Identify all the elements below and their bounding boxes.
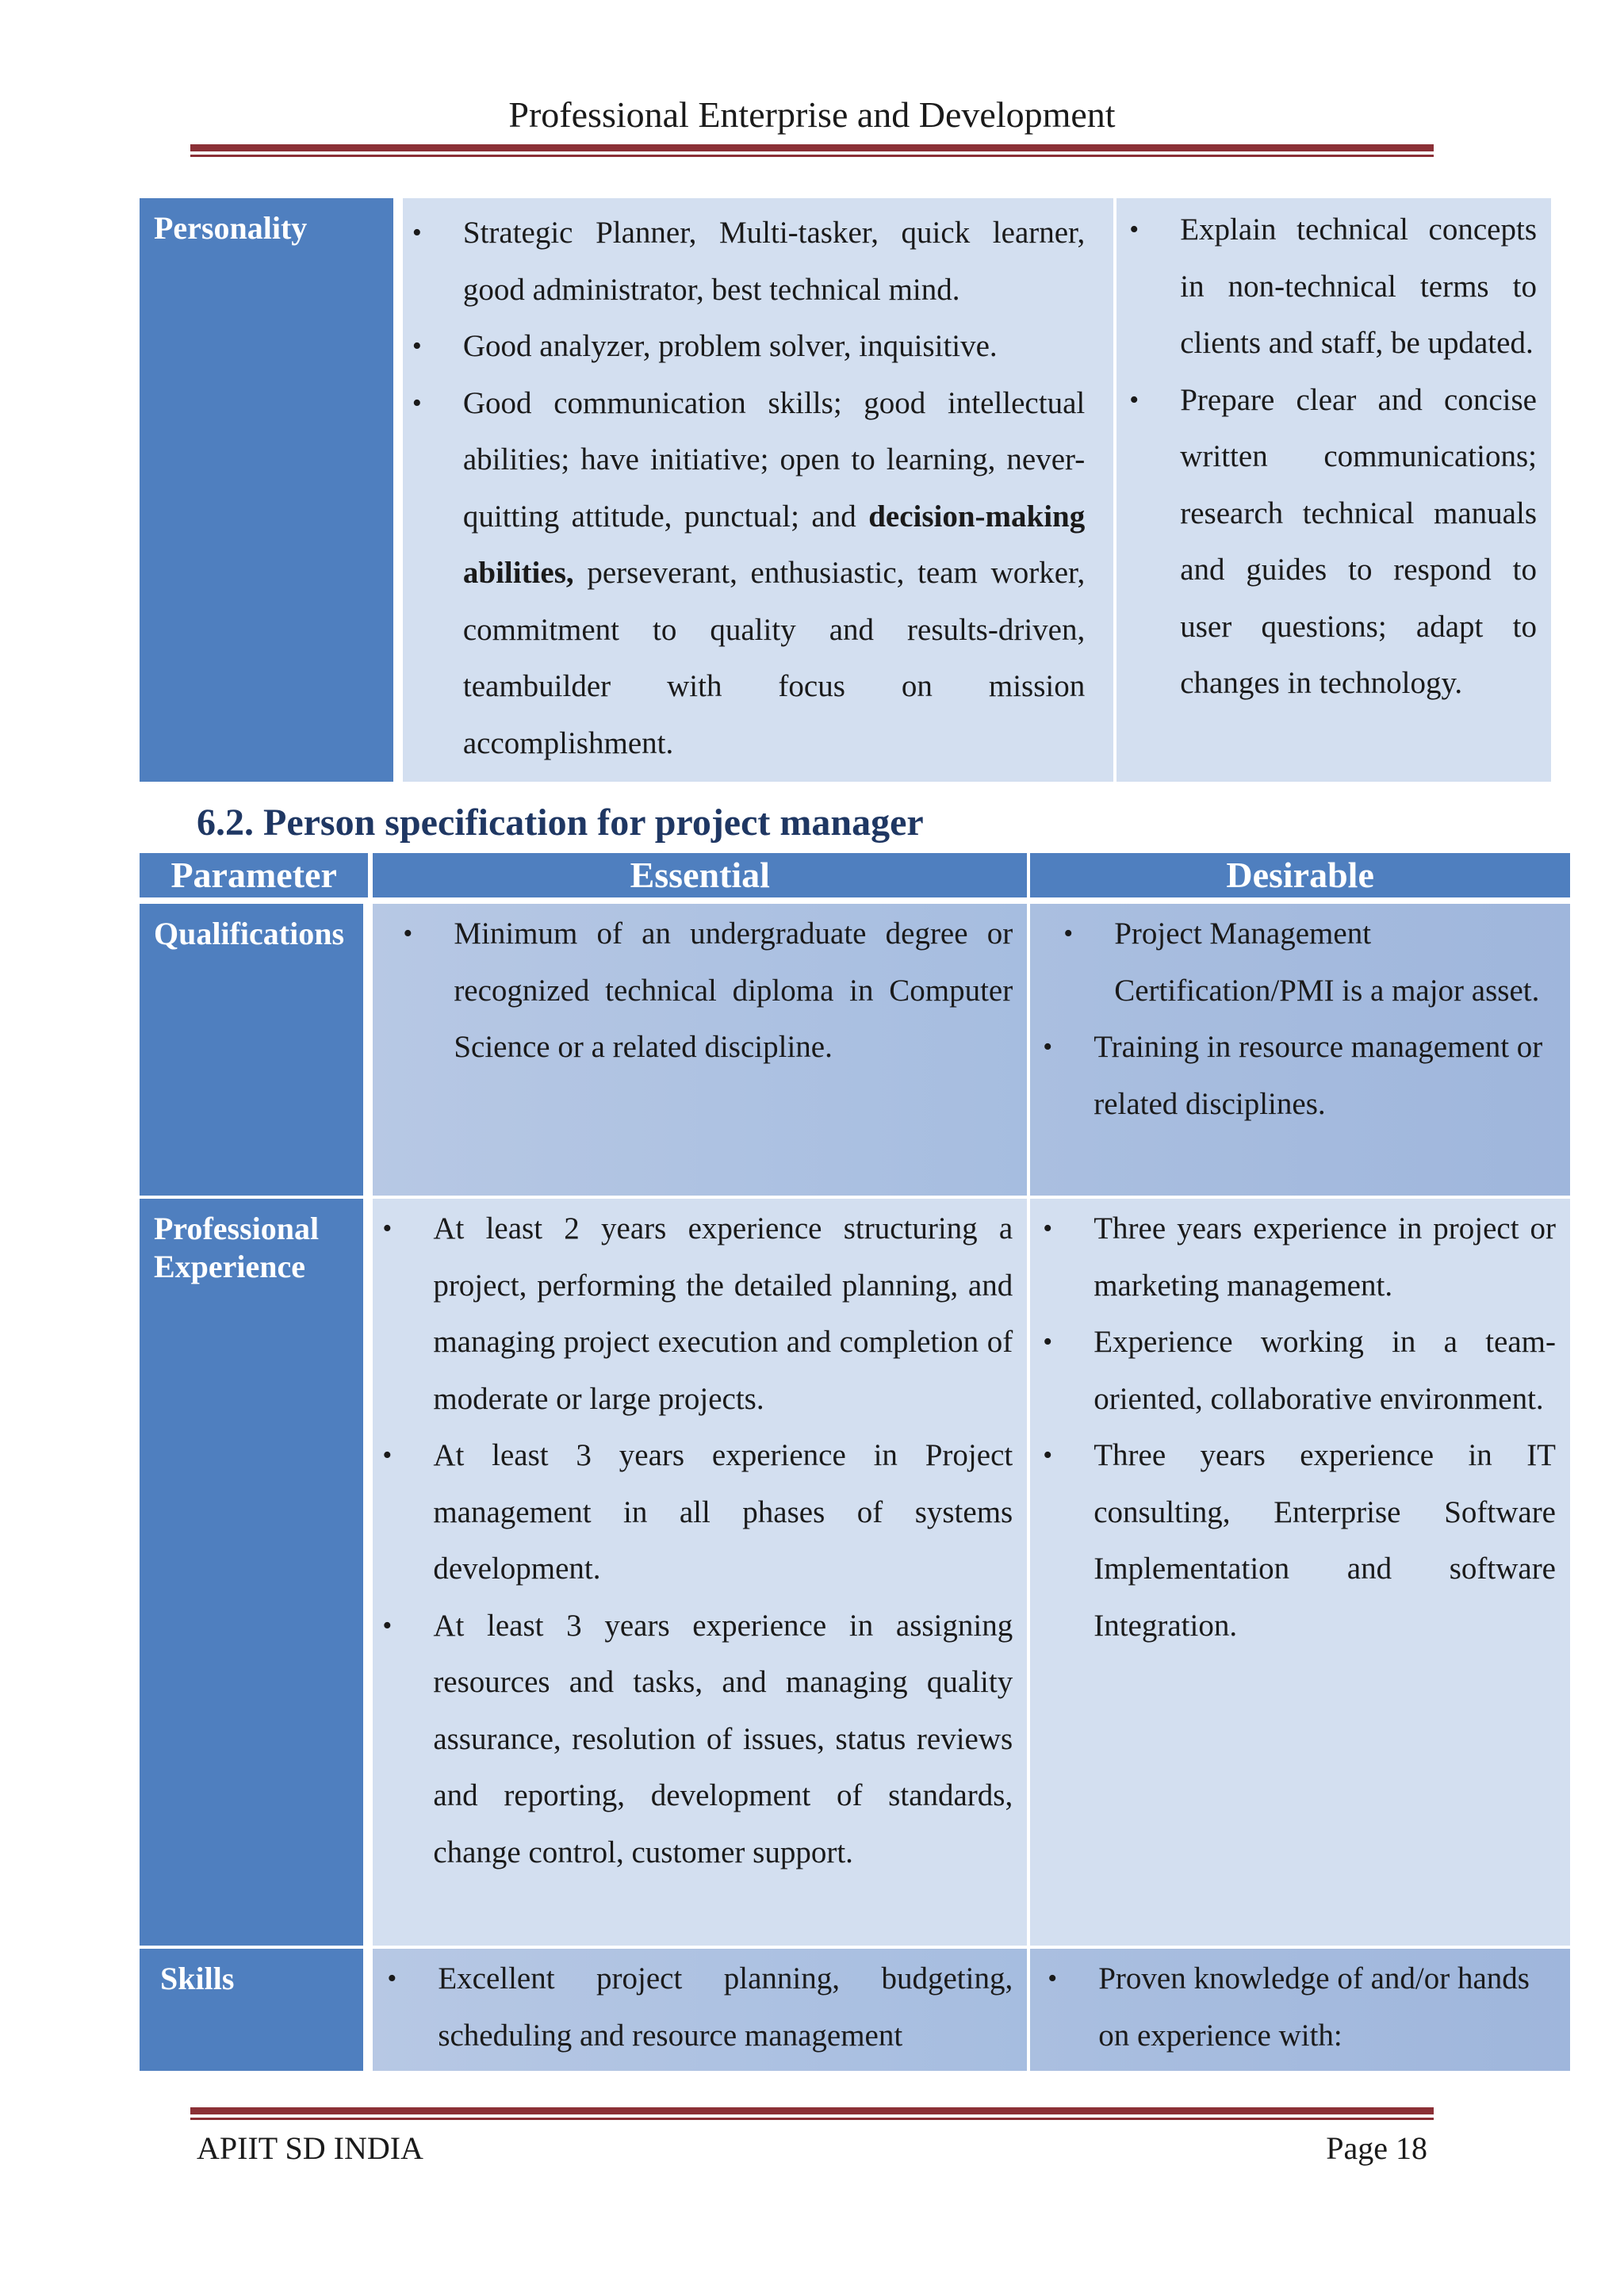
desirable-cell — [1030, 1196, 1570, 1946]
section-title: 6.2. Person specification for project manager — [197, 802, 924, 844]
essential-cell — [373, 1196, 1030, 1946]
essential-cell — [403, 198, 1116, 782]
table-row — [140, 1946, 1570, 2071]
list-item: • Three years experience in project or marketing management. — [1043, 1211, 1556, 1303]
essential-cell — [373, 904, 1030, 1196]
param-cell-personality — [140, 198, 403, 782]
header-parameter: Parameter — [140, 853, 373, 897]
list-item: • At least 3 years experience in assigning resources and tasks, and managing quality assurance, resolution of issues, status reviews and reporting, development of standards, change control, customer support. — [382, 1608, 1013, 1869]
desirable-cell — [1116, 198, 1551, 782]
list-item: • Explain technical concepts in non-technical terms to clients and staff, be updated. — [1129, 212, 1537, 360]
list-item: • Good analyzer, problem solver, inquisitive. — [412, 329, 998, 363]
param-cell-professional-experience: Professional Experience — [140, 1196, 373, 1946]
param-cell-skills: Skills — [140, 1946, 373, 2071]
page-header-title: Professional Enterprise and Development — [508, 94, 1116, 135]
list-item: • Minimum of an undergraduate degree or recognized technical diploma in Computer Science or a related discipline. — [403, 916, 1013, 1064]
list-item: • At least 3 years experience in Project management in all phases of systems development. — [382, 1438, 1013, 1586]
list-item: • Training in resource management or related disciplines. — [1043, 1030, 1543, 1121]
personality-table — [140, 198, 1551, 782]
bold-text: decision-making abilities, — [462, 499, 1086, 590]
list-item: • At least 2 years experience structuring a project, performing the detailed planning, and managing project execution and completion of moderate or large projects. — [382, 1211, 1013, 1416]
header-rule — [190, 144, 1434, 157]
footer-rule — [190, 2107, 1434, 2120]
list-item: • Prepare clear and concise written communications; research technical manuals and guides to respond to user questions; adapt to changes in technology. — [1129, 382, 1537, 700]
list-item: • Excellent project planning, budgeting, scheduling and resource management — [387, 1961, 1013, 2053]
header-desirable: Desirable — [1030, 853, 1570, 897]
table-row — [140, 904, 1570, 1196]
desirable-cell — [1030, 904, 1570, 1196]
table-row — [140, 1196, 1570, 1946]
list-item: • Proven knowledge of and/or hands on experience with: — [1048, 1961, 1530, 2053]
essential-cell — [373, 1946, 1030, 2071]
page-number: Page 18 — [1326, 2130, 1427, 2166]
list-item: • Three years experience in IT consulting, Enterprise Software Implementation and software Integration. — [1043, 1438, 1556, 1643]
param-cell-qualifications: Qualifications — [140, 904, 373, 1196]
list-item: • Experience working in a team-oriented, collaborative environment. — [1043, 1325, 1556, 1416]
param-label: Personality — [154, 210, 308, 246]
footer-organization: APIIT SD INDIA — [197, 2130, 423, 2166]
desirable-cell — [1030, 1946, 1570, 2071]
list-item: • Strategic Planner, Multi-tasker, quick learner, good administrator, best technical mind. — [412, 216, 1086, 307]
list-item: • Good communication skills; good intellectual abilities; have initiative; open to learning, never-quitting attitude, punctual; and decision-making abilities, perseverant, enthusiastic, team worker, commitment to quality and results-driven, teambuilder with focus on mission accomplishment. — [412, 385, 1086, 760]
list-item: • Project Management Certification/PMI is a major asset. — [1063, 916, 1540, 1008]
header-essential: Essential — [373, 853, 1030, 897]
person-spec-table — [140, 853, 1570, 2071]
